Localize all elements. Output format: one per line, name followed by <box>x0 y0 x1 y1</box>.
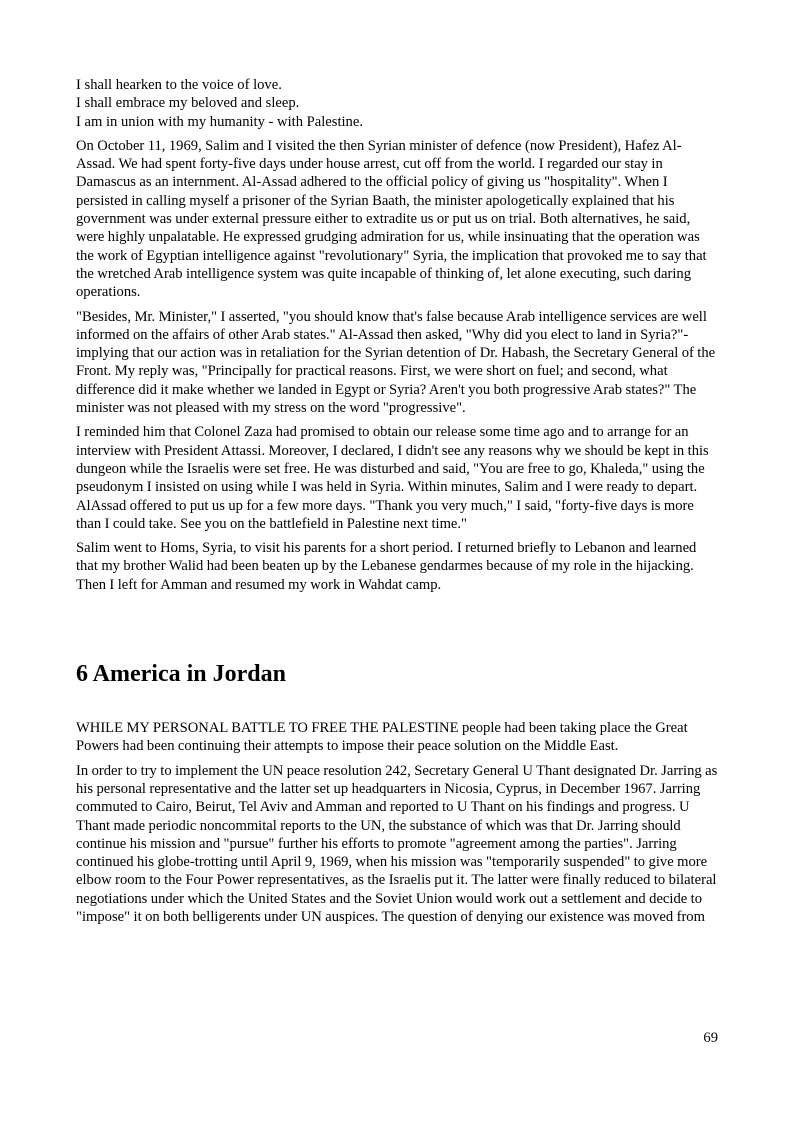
page-number: 69 <box>703 1030 718 1046</box>
page-body <box>76 76 720 926</box>
chapter-section <box>76 659 720 926</box>
poem-line: I am in union with my humanity - with Palestine. <box>76 113 363 130</box>
chapter-paragraph: In order to try to implement the UN peace resolution 242, Secretary General U Thant designated Dr. Jarring as his personal representative and the latter set up headquarters in Nicosia, Cyprus, in December 1967. Jarring commuted to Cairo, Beirut, Tel Aviv and Amman and reported to U Thant on his findings and progress. U Thant made periodic noncommital reports to the UN, the substance of which was that Dr. Jarring should continue his mission and "pursue" further his efforts to promote "agreement among the parties". Jarring continued his globe-trotting until April 9, 1969, when his mission was "temporarily suspended" to give more elbow room to the Four Power representatives, as the Israelis put it. The latter were finally reduced to bilateral negotiations under which the United States and the Soviet Union would work out a settlement and decide to "impose" it on both belligerents under UN auspices. The question of denying our existence was moved from <box>76 762 718 925</box>
chapter-paragraph: WHILE MY PERSONAL BATTLE TO FREE THE PALESTINE people had been taking place the Great Powers had been continuing their attempts to impose their peace solution on the Middle East. <box>76 720 688 755</box>
poem <box>76 76 720 131</box>
poem-line: I shall embrace my beloved and sleep. <box>76 95 300 112</box>
body-paragraph: I reminded him that Colonel Zaza had promised to obtain our release some time ago and to arrange for an interview with President Attassi. Moreover, I declared, I didn't see any reasons why we should be kept in this dungeon while the Israelis were set free. He was disturbed and said, "You are free to go, Khaleda," using the pseudonym I insisted on using while I was held in Syria. Within minutes, Salim and I were ready to depart. AlAssad offered to put us up for a few more days. "Thank you very much," I said, "forty-five days is more than I could take. See you on the battlefield in Palestine next time." <box>76 424 709 532</box>
body-paragraph: Salim went to Homs, Syria, to visit his parents for a short period. I returned briefly to Lebanon and learned that my brother Walid had been beaten up by the Lebanese gendarmes because of my role in the hijacking. Then I left for Amman and resumed my work in Wahdat camp. <box>76 540 697 593</box>
poem-line: I shall hearken to the voice of love. <box>76 77 282 93</box>
chapter-heading: 6 America in Jordan <box>76 661 286 688</box>
body-paragraph: On October 11, 1969, Salim and I visited the then Syrian minister of defence (now President), Hafez Al-Assad. We had spent forty-five days under house arrest, cut off from the world. I regarded our stay in Damascus as an internment. Al-Assad adhered to the official policy of giving us "hospitality". When I persisted in calling myself a prisoner of the Syrian Baath, the minister apologetically explained that his government was under external pressure either to extradite us or put us on trial. Both alternatives, he said, were highly unpalatable. He expressed grudging admiration for us, while insinuating that the operation was the work of Egyptian intelligence against "revolutionary" Syria, the implication that provoked me to say that the wretched Arab intelligence system was quite incapable of thinking of, let alone executing, such daring operations. <box>76 137 707 301</box>
body-paragraph: "Besides, Mr. Minister," I asserted, "you should know that's false because Arab intelligence services are well informed on the affairs of other Arab states." Al-Assad then asked, "Why did you elect to land in Syria?"-implying that our action was in retaliation for the Syrian detention of Dr. Habash, the Secretary General of the Front. My reply was, "Principally for practical reasons. First, we were short on fuel; and second, what difference did it make whether we landed in Egypt or Syria? Aren't you both progressive Arab states?" The minister was not pleased with my stress on the word "progressive". <box>76 308 716 417</box>
